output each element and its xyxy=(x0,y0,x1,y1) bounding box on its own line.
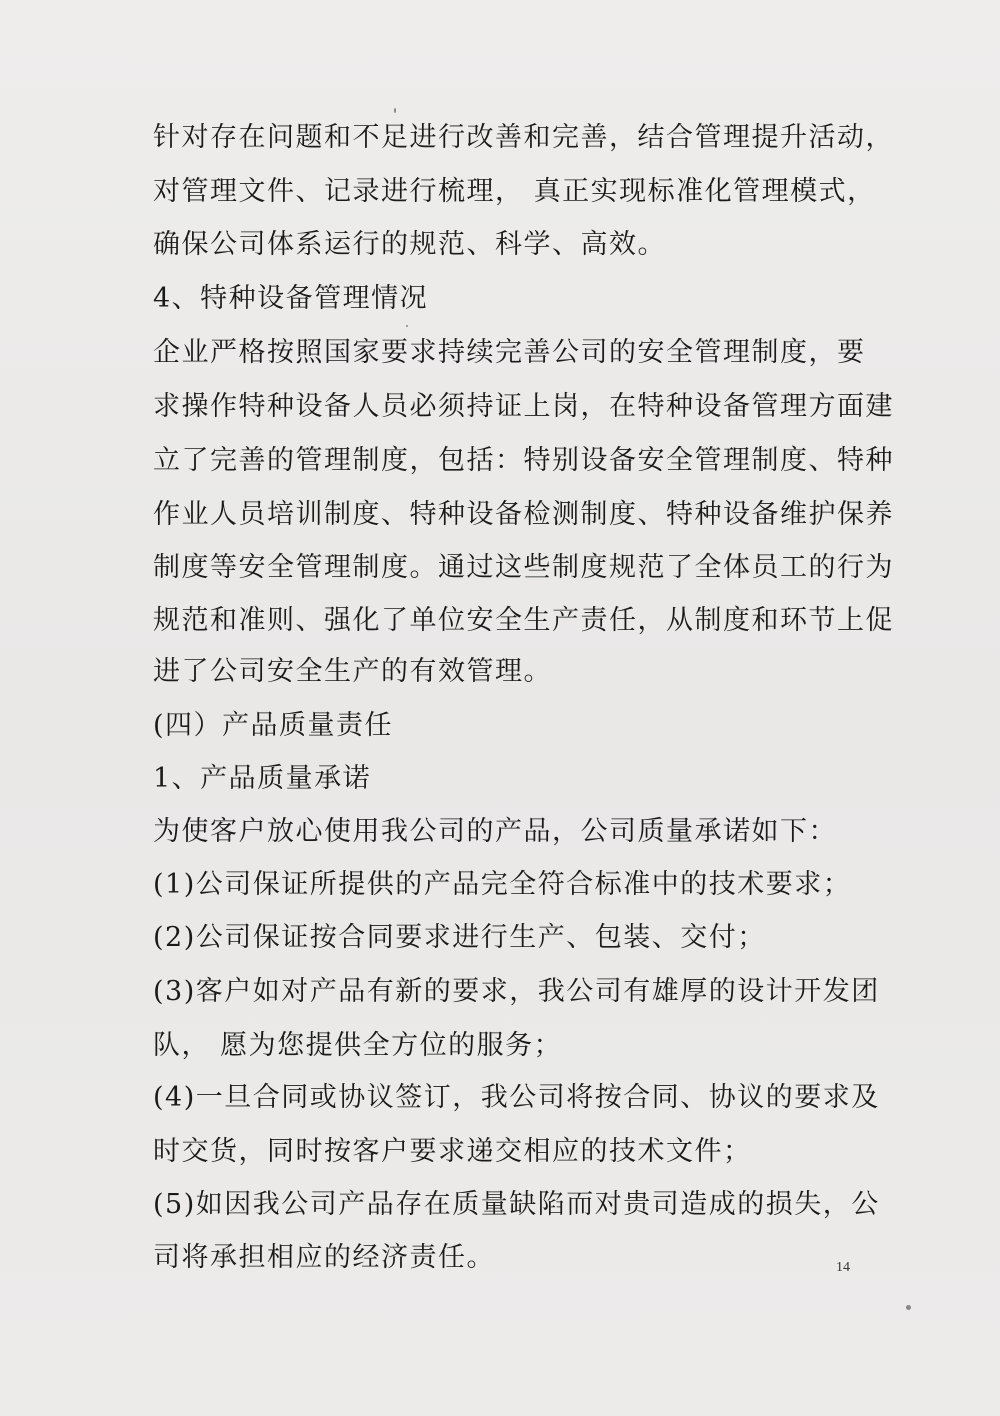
section-heading: 4、特种设备管理情况 xyxy=(153,283,429,314)
text-line: 队， 愿为您提供全方位的服务； xyxy=(153,1030,563,1061)
text-line: 针对存在问题和不足进行改善和完善，结合管理提升活动， xyxy=(153,122,894,153)
text-line: 司将承担相应的经济责任。 xyxy=(153,1242,495,1273)
text-line: 对管理文件、记录进行梳理， 真正实现标准化管理模式， xyxy=(153,176,876,207)
list-item: (4)一旦合同或协议签订，我公司将按合同、协议的要求及 xyxy=(153,1082,880,1113)
list-item: (1)公司保证所提供的产品完全符合标准中的技术要求； xyxy=(153,869,852,900)
text-line: 确保公司体系运行的规范、科学、高效。 xyxy=(153,229,666,260)
text-line: 作业人员培训制度、特种设备检测制度、特种设备维护保养 xyxy=(153,499,894,530)
scan-speck xyxy=(406,325,408,327)
text-line: 进了公司安全生产的有效管理。 xyxy=(153,656,552,687)
text-line: 立了完善的管理制度，包括：特别设备安全管理制度、特种 xyxy=(153,445,894,476)
text-line: 求操作特种设备人员必须持证上岗，在特种设备管理方面建 xyxy=(153,391,894,422)
text-line: 规范和准则、强化了单位安全生产责任，从制度和环节上促 xyxy=(153,605,894,636)
section-heading: (四）产品质量责任 xyxy=(153,710,394,741)
scan-speck xyxy=(906,1305,911,1310)
list-item: (5)如因我公司产品存在质量缺陷而对贵司造成的损失，公 xyxy=(153,1189,880,1220)
list-item: (3)客户如对产品有新的要求，我公司有雄厚的设计开发团 xyxy=(153,976,880,1007)
text-line: 为使客户放心使用我公司的产品，公司质量承诺如下： xyxy=(153,816,837,847)
text-line: 企业严格按照国家要求持续完善公司的安全管理制度，要 xyxy=(153,337,866,368)
page-number: 14 xyxy=(836,1260,850,1275)
text-line: 时交货，同时按客户要求递交相应的技术文件； xyxy=(153,1136,752,1167)
text-line: 制度等安全管理制度。通过这些制度规范了全体员工的行为 xyxy=(153,552,894,583)
section-heading: 1、产品质量承诺 xyxy=(153,763,372,794)
scan-speck xyxy=(394,108,396,113)
list-item: (2)公司保证按合同要求进行生产、包装、交付； xyxy=(153,922,766,953)
